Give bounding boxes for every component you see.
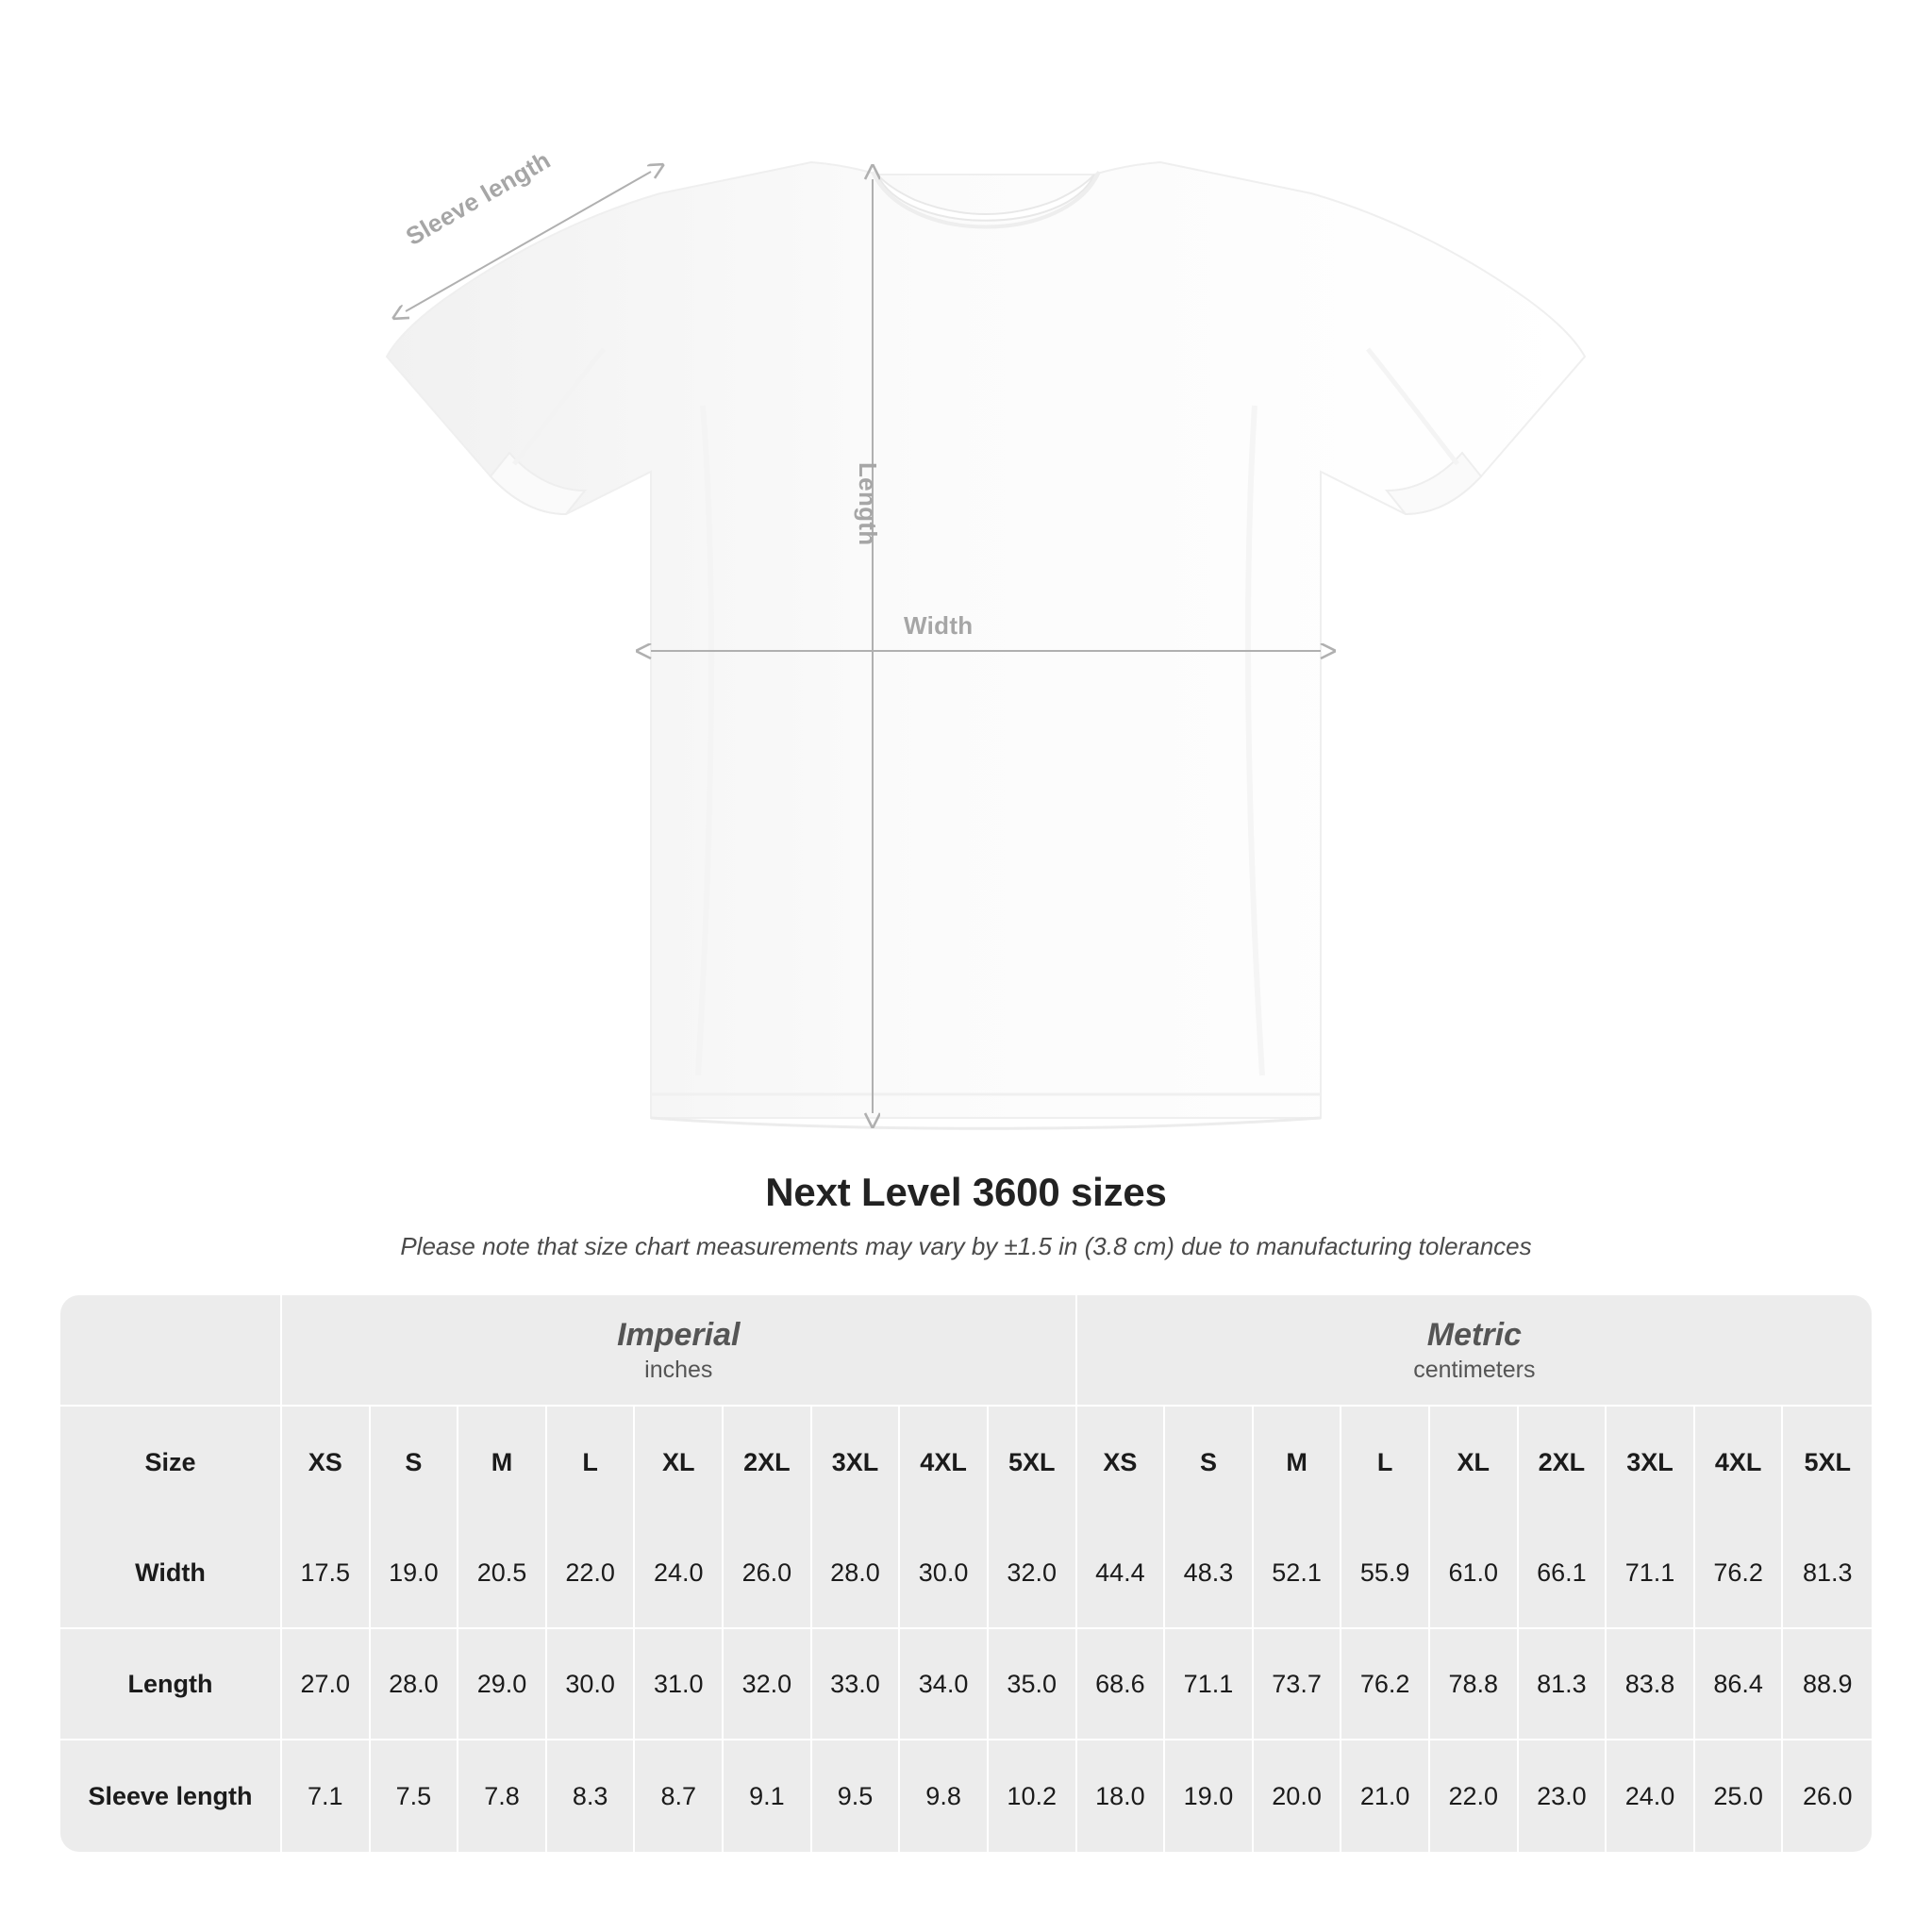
width-label: Width: [904, 611, 974, 640]
size-header-cell: XS: [1077, 1407, 1166, 1518]
measurement-cell: 28.0: [371, 1629, 459, 1740]
size-header-cell: M: [1254, 1407, 1342, 1518]
measurement-cell: 71.1: [1165, 1629, 1254, 1740]
size-header-cell: S: [371, 1407, 459, 1518]
measurement-cell: 78.8: [1430, 1629, 1519, 1740]
measurement-cell: 73.7: [1254, 1629, 1342, 1740]
size-header-row: [60, 1407, 1872, 1518]
unit-header-row: [60, 1295, 1872, 1407]
size-header-cell: XL: [635, 1407, 724, 1518]
size-header-cell: S: [1165, 1407, 1254, 1518]
measurement-cell: 76.2: [1695, 1518, 1784, 1629]
measurement-cell: 81.3: [1519, 1629, 1607, 1740]
length-label: Length: [854, 462, 882, 546]
sleeve-length-label: Sleeve length: [401, 145, 556, 251]
measurement-cell: 21.0: [1341, 1740, 1430, 1852]
size-header-label: Size: [60, 1407, 282, 1518]
size-header-cell: 3XL: [1607, 1407, 1695, 1518]
measurement-cell: 52.1: [1254, 1518, 1342, 1629]
measurement-cell: 35.0: [989, 1629, 1077, 1740]
measurement-cell: 22.0: [547, 1518, 636, 1629]
measurement-cell: 10.2: [989, 1740, 1077, 1852]
measurement-cell: 18.0: [1077, 1740, 1166, 1852]
measurement-cell: 81.3: [1783, 1518, 1872, 1629]
measurement-cell: 30.0: [900, 1518, 989, 1629]
measurement-cell: 7.5: [371, 1740, 459, 1852]
measurement-cell: 66.1: [1519, 1518, 1607, 1629]
size-header-cell: 3XL: [812, 1407, 901, 1518]
measurement-cell: 48.3: [1165, 1518, 1254, 1629]
unit-name-metric: Metric: [1426, 1316, 1522, 1353]
measurement-cell: 7.1: [282, 1740, 371, 1852]
measurement-cell: 32.0: [989, 1518, 1077, 1629]
size-header-cell: 2XL: [1519, 1407, 1607, 1518]
measurement-cell: 9.1: [724, 1740, 812, 1852]
measurement-cell: 26.0: [1783, 1740, 1872, 1852]
size-header-cell: L: [1341, 1407, 1430, 1518]
measurement-cell: 30.0: [547, 1629, 636, 1740]
tolerance-note: Please note that size chart measurements may vary by ±1.5 in (3.8 cm) due to manufacturing tolerances: [400, 1232, 1532, 1260]
measurement-cell: 9.5: [812, 1740, 901, 1852]
measurement-cell: 28.0: [812, 1518, 901, 1629]
measurement-cell: 88.9: [1783, 1629, 1872, 1740]
tshirt-shape: [387, 162, 1585, 1128]
measurement-cell: 17.5: [282, 1518, 371, 1629]
size-header-cell: 2XL: [724, 1407, 812, 1518]
measurement-cell: 22.0: [1430, 1740, 1519, 1852]
size-header-cell: 4XL: [900, 1407, 989, 1518]
unit-header-imperial: [282, 1295, 1077, 1407]
measurement-cell: 71.1: [1607, 1518, 1695, 1629]
unit-header-metric: [1077, 1295, 1873, 1407]
page-title: Next Level 3600 sizes: [765, 1170, 1167, 1214]
size-header-cell: L: [547, 1407, 636, 1518]
measurement-cell: 24.0: [635, 1518, 724, 1629]
unit-sub-metric: centimeters: [1413, 1357, 1536, 1383]
measurement-cell: 20.0: [1254, 1740, 1342, 1852]
row-header-width: Width: [60, 1518, 282, 1629]
unit-name-imperial: Imperial: [617, 1316, 741, 1353]
size-table-head: [60, 1295, 1872, 1518]
measurement-cell: 8.3: [547, 1740, 636, 1852]
measurement-cell: 26.0: [724, 1518, 812, 1629]
measurement-cell: 19.0: [1165, 1740, 1254, 1852]
size-table: [60, 1295, 1872, 1852]
measurement-cell: 19.0: [371, 1518, 459, 1629]
measurement-cell: 25.0: [1695, 1740, 1784, 1852]
size-header-cell: 5XL: [989, 1407, 1077, 1518]
measurement-cell: 86.4: [1695, 1629, 1784, 1740]
measurement-cell: 83.8: [1607, 1629, 1695, 1740]
measurement-cell: 34.0: [900, 1629, 989, 1740]
size-header-cell: XS: [282, 1407, 371, 1518]
measurement-cell: 32.0: [724, 1629, 812, 1740]
measurement-cell: 68.6: [1077, 1629, 1166, 1740]
size-header-cell: M: [458, 1407, 547, 1518]
size-header-cell: XL: [1430, 1407, 1519, 1518]
measurement-cell: 20.5: [458, 1518, 547, 1629]
measurement-cell: 27.0: [282, 1629, 371, 1740]
measurement-cell: 29.0: [458, 1629, 547, 1740]
measurement-cell: 55.9: [1341, 1518, 1430, 1629]
measurement-cell: 33.0: [812, 1629, 901, 1740]
unit-sub-imperial: inches: [644, 1357, 713, 1383]
size-table-wrapper: [60, 1295, 1872, 1852]
row-header-sleeve-length: Sleeve length: [60, 1740, 282, 1852]
measurement-cell: 24.0: [1607, 1740, 1695, 1852]
measurement-cell: 61.0: [1430, 1518, 1519, 1629]
corner-cell: [60, 1295, 282, 1407]
measurement-cell: 76.2: [1341, 1629, 1430, 1740]
measurement-cell: 8.7: [635, 1740, 724, 1852]
measurement-cell: 31.0: [635, 1629, 724, 1740]
table-row: [60, 1518, 1872, 1629]
measurement-cell: 23.0: [1519, 1740, 1607, 1852]
measurement-cell: 44.4: [1077, 1518, 1166, 1629]
measurement-cell: 9.8: [900, 1740, 989, 1852]
chart-heading: [0, 1170, 1932, 1261]
size-table-body: [60, 1518, 1872, 1852]
measurement-cell: 7.8: [458, 1740, 547, 1852]
table-row: [60, 1740, 1872, 1852]
size-header-cell: 5XL: [1783, 1407, 1872, 1518]
table-row: [60, 1629, 1872, 1740]
row-header-length: Length: [60, 1629, 282, 1740]
size-header-cell: 4XL: [1695, 1407, 1784, 1518]
